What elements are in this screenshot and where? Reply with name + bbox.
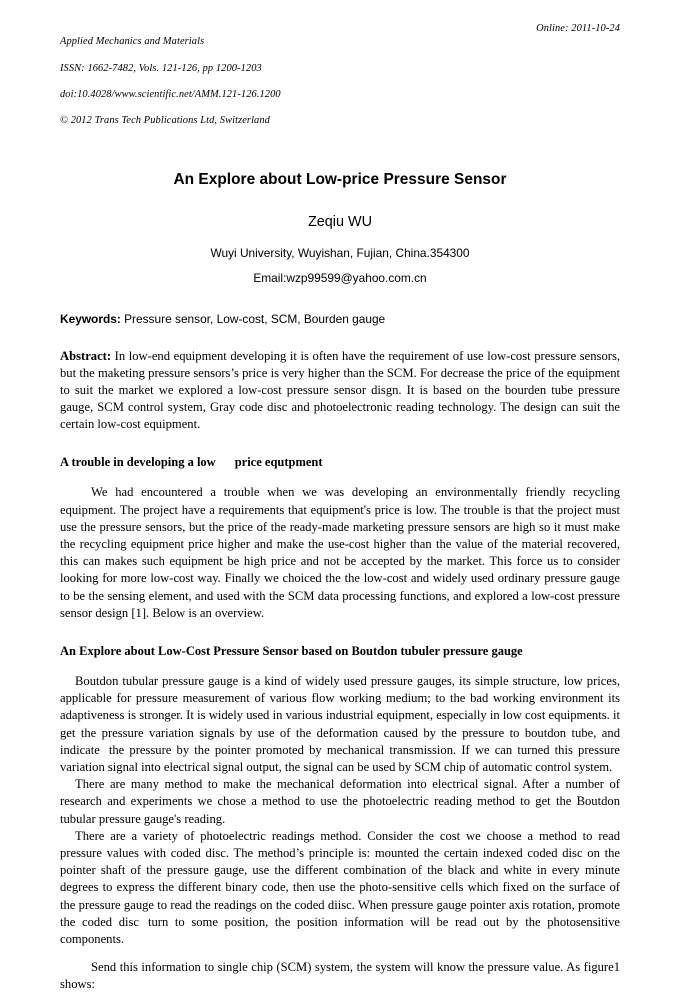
abstract-block bbox=[60, 348, 620, 433]
abstract-text: In low-end equipment developing it is often have the requirement of use low-cost pressure sensors, but the maketing pressure sensors’s price is very higher than the SCM. For decrease the price of the equipment to suit the market we explored a low-cost pressure sensor disgn. It is based on the bourden tube pressure gauge, SCM control system, Gray code disc and photoelectronic reading technology. The design can suit the certain low-cost equipment. bbox=[60, 348, 620, 432]
author-email: Email:wzp99599@yahoo.com.cn bbox=[253, 270, 427, 285]
issn-line: ISSN: 1662-7482, Vols. 121-126, pp 1200-1203 bbox=[60, 62, 262, 74]
section-heading-1-part1: A trouble in developing a low bbox=[60, 455, 216, 470]
page-title: An Explore about Low-price Pressure Sensor bbox=[173, 170, 507, 188]
paragraph-1: We had encountered a trouble when we was developing an environmentally friendly recycling equipment. The project have a requirements that equipment's price is low. The trouble is that the project must use the pressure sensors, but the price of the ready-made marketing pressure sensors are high so it must make the recycling equipment price higher and make the use-cost higher than the value of the material recovered, this can makes such equipment be high price and not be accepted by the market. This force us to consider looking for more low-cost way. Finally we choiced the the low-cost and widely used ordinary pressure gauge to be the sensing element, and used with the SCM data processing functions, and explored a low-cost pressure sensor design [1]. Below is an overview. bbox=[60, 485, 620, 620]
paragraph-3: There are many method to make the mechanical deformation into electrical signal. After a number of research and experiments we chose a method to use the photoelectric reading method to get the Boutdon tubular pressure gauge's reading. bbox=[60, 777, 620, 826]
keywords-value: Pressure sensor, Low-cost, SCM, Bourden gauge bbox=[124, 311, 386, 326]
author-name: Zeqiu WU bbox=[308, 213, 372, 230]
online-date: Online: 2011-10-24 bbox=[536, 23, 620, 34]
doi-line: doi:10.4028/www.scientific.net/AMM.121-126.1200 bbox=[60, 89, 281, 101]
paragraph-4 bbox=[60, 828, 620, 948]
author-affiliation: Wuyi University, Wuyishan, Fujian, China.354300 bbox=[210, 245, 470, 260]
section-heading-2: An Explore about Low-Cost Pressure Sensor based on Boutdon tubuler pressure gauge bbox=[60, 643, 523, 658]
paragraph-4-part2: turn to some position, the position information will be read out by the photosensitive components. bbox=[60, 914, 620, 946]
paragraph-2-part1: Boutdon tubular pressure gauge is a kind of widely used pressure gauges, its simple structure, low prices, applicable for pressure measurement of various flow working medium; to the bad working environment its adaptiveness is stronger. It is widely used in various industrial equipment, especially in low cost equipments. it get the pressure variation signals by use of the deformation caused by the pressure to boutdon tube, and indicate bbox=[60, 673, 620, 757]
paragraph-2-part2: the pressure by the pointer promoted by mechanical transmission. If we can turned this pressure variation signal into electrical signal output, the signal can be used by SCM chip of automatic control system. bbox=[60, 742, 620, 774]
section-heading-1 bbox=[60, 454, 620, 470]
masthead-left-block bbox=[60, 22, 281, 141]
paragraph-4-part1: There are a variety of photoelectric readings method. Consider the cost we choose a method to read pressure values with coded disc. The method’s principle is: mounted the certain indexed coded disc on the pointer shaft of the pressure gauge, use the different combination of the black and white in every minute degrees to express the different binary code, then use the photo-sensitive cells which fixed on the surface of the pressure gauge to read the readings on the coded diisc. When pressure gauge pointer axis rotation, promote the coded disc bbox=[60, 828, 620, 929]
journal-name: Applied Mechanics and Materials bbox=[60, 36, 205, 48]
running-header bbox=[60, 22, 620, 141]
paragraph-5: Send this information to single chip (SCM) system, the system will know the pressure value. As figure1 shows: bbox=[60, 960, 620, 992]
section-heading-1-part2: price equtpment bbox=[234, 455, 323, 470]
paragraph-2 bbox=[60, 673, 620, 776]
copyright-line: © 2012 Trans Tech Publications Ltd, Switzerland bbox=[60, 115, 270, 127]
abstract-label: Abstract: bbox=[60, 348, 112, 363]
keywords-line bbox=[60, 312, 620, 326]
keywords-label: Keywords: bbox=[60, 311, 121, 326]
